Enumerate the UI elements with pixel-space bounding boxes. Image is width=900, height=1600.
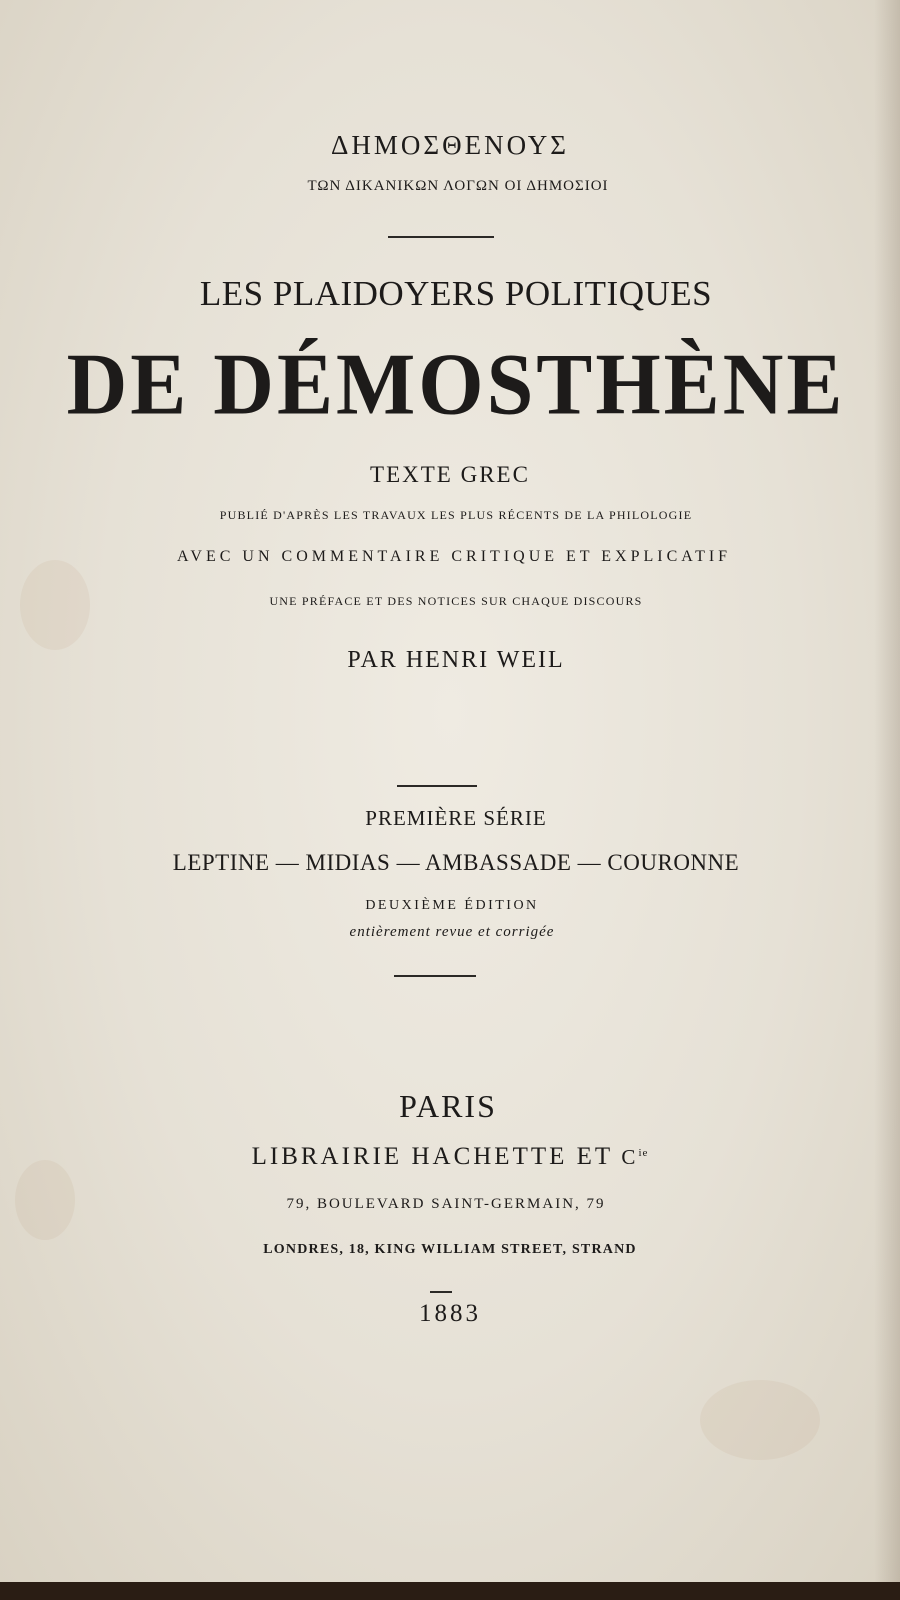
page-edge-shadow [874,0,900,1582]
paper-stain [700,1380,820,1460]
divider-rule [394,975,476,977]
book-cover-edge [0,1582,900,1600]
publisher-name: LIBRAIRIE HACHETTE ET [251,1143,614,1170]
greek-author-heading: ΔΗΜΟΣΘΕΝΟΥΣ [331,130,569,160]
preface-line: UNE PRÉFACE ET DES NOTICES SUR CHAQUE DISCOURS [269,594,643,608]
texte-grec-line: TEXTE GREC [370,462,530,487]
imprint-address: 79, BOULEVARD SAINT-GERMAIN, 79 [286,1196,606,1212]
publie-line: PUBLIÉ D'APRÈS LES TRAVAUX LES PLUS RÉCENTS DE LA PHILOLOGIE [219,508,693,522]
imprint-city: PARIS [399,1088,497,1124]
imprint-london: LONDRES, 18, KING WILLIAM STREET, STRAND [263,1242,637,1257]
greek-subtitle: ΤΩΝ ΔΙΚΑΝΙΚΩΝ ΛΟΓΩΝ ΟΙ ΔΗΜΟΣΙΟΙ [307,178,609,194]
author-line: PAR HENRI WEIL [347,647,565,673]
commentaire-line: AVEC UN COMMENTAIRE CRITIQUE ET EXPLICATIF [176,548,732,565]
french-title: LES PLAIDOYERS POLITIQUES [199,274,713,313]
imprint-year: 1883 [419,1300,481,1327]
divider-rule [397,785,477,787]
main-title: DE DÉMOSTHÈNE [66,335,846,434]
serie-line: PREMIÈRE SÉRIE [365,806,547,830]
edition-line: DEUXIÈME ÉDITION [365,898,539,913]
imprint-publisher [0,1143,900,1171]
publisher-suffix: $C^{ie}$ [613,1145,649,1169]
revue-line: entièrement revue et corrigée [349,924,555,940]
discours-list: LEPTINE — MIDIAS — AMBASSADE — COURONNE [172,850,740,875]
year-dash [430,1291,452,1293]
divider-rule [388,236,494,238]
